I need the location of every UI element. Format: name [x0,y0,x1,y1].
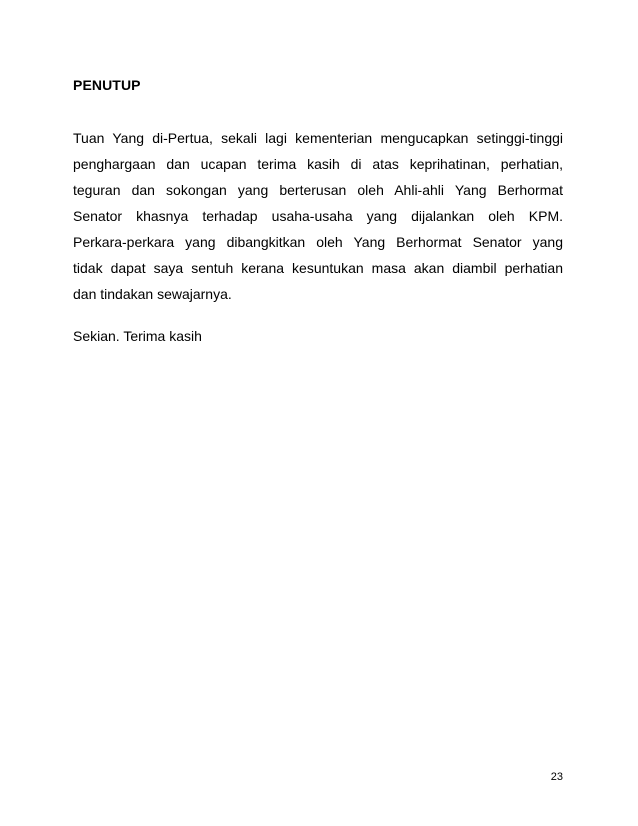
closing-paragraph [73,125,563,307]
paragraph-line: Tuan Yang di-Pertua, sekali lagi kementerian mengucapkan setinggi-tinggi [73,130,563,146]
paragraph-line: Senator khasnya terhadap usaha-usaha yang dijalankan oleh KPM. [73,208,563,224]
paragraph-line: tidak dapat saya sentuh kerana kesuntukan masa akan diambil perhatian [73,260,563,276]
page-number: 23 [550,771,563,783]
section-heading: PENUTUP [73,77,141,93]
paragraph-line: teguran dan sokongan yang berterusan oleh Ahli-ahli Yang Berhormat [73,182,563,198]
paragraph-line: penghargaan dan ucapan terima kasih di atas keprihatinan, perhatian, [73,156,563,172]
paragraph-line: dan tindakan sewajarnya. [73,286,232,302]
closing-remark: Sekian. Terima kasih [73,328,202,344]
paragraph-line: Perkara-perkara yang dibangkitkan oleh Yang Berhormat Senator yang [73,234,563,250]
